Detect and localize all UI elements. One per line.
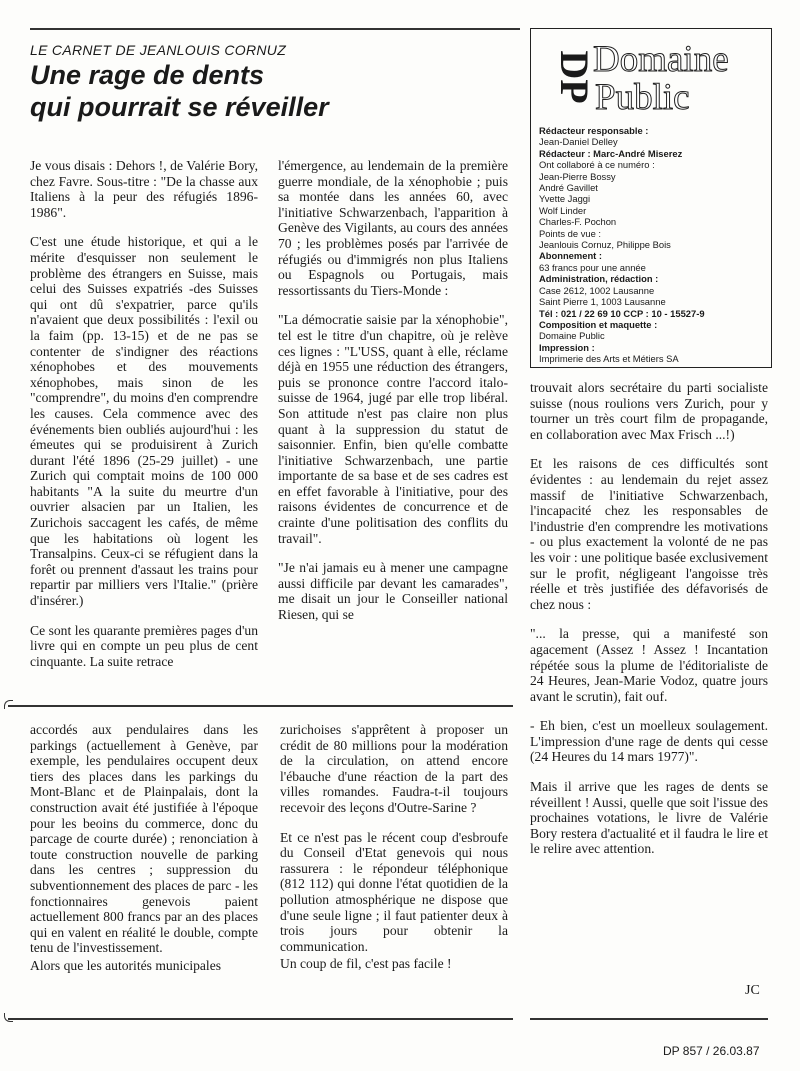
masthead-line: Ont collaboré à ce numéro : [539, 159, 655, 171]
masthead-line: Rédacteur responsable : [539, 125, 649, 136]
masthead-line: Saint Pierre 1, 1003 Lausanne [539, 296, 666, 308]
lower-article-column-2 [280, 722, 508, 986]
article-title-line-2: qui pourrait se réveiller [30, 92, 329, 122]
article-separator [8, 705, 513, 707]
logo-word-public: Public [595, 77, 690, 118]
top-rule [30, 28, 520, 30]
article-paragraph: Je vous disais : Dehors !, de Valérie Bory, chez Favre. Sous-titre : "De la chasse aux Italiens à la peur des réfugiés 1896-1986". [30, 158, 258, 220]
masthead-line: Abonnement : [539, 250, 603, 262]
bottom-rule-right [530, 1018, 768, 1020]
logo-word-domaine: Domaine [593, 39, 729, 80]
article-paragraph: Mais il arrive que les rages de dents se réveillent ! Aussi, quelle que soit l'issue des prochaines votations, le livre de Valérie Bory restera d'actualité et il faudra le lire et le relire avec attention. [530, 779, 768, 857]
article-paragraph: C'est une étude historique, et qui a le mérite d'esquisser non seulement le problème des étrangers en Suisse, mais celui des Suisses expatriés -des Suisses qui ont dû s'expatrier, parce qu'ils n'avaient que deux possibilités : l'exil ou la faim (pp. 13-15) et de ne pas se contenter de s'indigner des réactions xénophobes et des mouvements xénophobes, mais sinon de les "comprendre", du moins d'en comprendre les causes. Cela commence avec des événements bien oubliés aujourd'hui : les émeutes qui se produisirent à Zurich durant l'été 1896 (25-29 juillet) - une Zurich qui comptait moins de 100 000 habitants "A la suite du meurtre d'un ouvrier alsacien par un Italien, les Zurichois saccagent les cafés, de même que les habitations où logent les Transalpins. Ceux-ci se réfugient dans la forêt ou prennent d'assaut les trains pour repartir par milliers vers l'Italie." (prière d'insérer.) [30, 234, 258, 609]
article-paragraph: "La démocratie saisie par la xénophobie", tel est le titre d'un chapitre, où je relève ces lignes : "L'USS, quant à elle, réclame déjà en 1955 une réduction des étrangers, puis se prononce contre l'accord italo-suisse de 1964, jugé par elle trop libéral. Son attitude n'est pas claire non plus quant à la suppression du statut de saisonnier. Enfin, bien qu'elle combatte l'initiative Schwarzenbach, une partie importante de sa base et de ses cadres est en effet favorable à l'initiative, pour des raisons évidentes de concurrence et de crainte d'une politisation des conflits du travail". [278, 312, 508, 546]
article-paragraph: Et ce n'est pas le récent coup d'esbroufe du Conseil d'Etat genevois qui nous rassurera : le répondeur téléphonique (812 112) qui donne l'état quotidien de la pollution atmosphérique ne dispose que d'une seule ligne ; il faut patienter deux à trois jours pour obtenir la communication. [280, 829, 508, 954]
article-paragraph: "... la presse, qui a manifesté son agacement (Assez ! Assez ! Incantation répétée sous la plume de l'éditorialiste de 24 Heures, Jean-Marie Vodoz, quatre jours avant le scrutin), fait ouf. [530, 626, 768, 704]
masthead-line: Yvette Jaggi [539, 193, 591, 205]
article-paragraph: "Je n'ai jamais eu à mener une campagne aussi difficile par devant les camarades", me disait un jour le Conseiller national Riesen, qui se [278, 560, 508, 623]
masthead-line: Domaine Public [539, 330, 605, 342]
lower-article-column-1 [30, 722, 258, 988]
issue-number: DP 857 / 26.03.87 [663, 1044, 760, 1058]
article-kicker: LE CARNET DE JEANLOUIS CORNUZ [30, 42, 287, 58]
masthead-line: Imprimerie des Arts et Métiers SA [539, 353, 679, 365]
masthead-line: Charles-F. Pochon [539, 216, 617, 228]
separator-hook-bottom [4, 1013, 13, 1022]
masthead-line: Wolf Linder [539, 204, 587, 216]
masthead-line: André Gavillet [539, 182, 598, 194]
article-paragraph: zurichoises s'apprêtent à proposer un crédit de 80 millions pour la modération de la circulation, on attend encore l'ébauche d'une réaction de la part des villes romandes. Faudra-t-il toujours recevoir des leçons d'Outre-Sarine ? [280, 722, 508, 815]
author-signature: JC [745, 983, 760, 998]
masthead-line: Jean-Pierre Bossy [539, 170, 616, 182]
article-paragraph: Un coup de fil, c'est pas facile ! [280, 956, 452, 972]
masthead-line: Points de vue : [539, 227, 602, 239]
article-paragraph: Alors que les autorités municipales [30, 957, 222, 973]
publication-logo [537, 37, 765, 117]
bottom-rule-left [8, 1018, 513, 1020]
article-paragraph: l'émergence, au lendemain de la première guerre mondiale, de la xénophobie ; puis sa montée dans les années 60, avec l'initiative Schwarzenbach, l'apparition à Genève des Vigilants, au cours des années 70 ; les problèmes posés par l'arrivée de réfugiés ou d'immigrés non plus Italiens ou Espagnols ou Portugais, mais ressortissants du Tiers-Monde : [278, 158, 508, 298]
article-title-line-1: Une rage de dents [30, 60, 265, 90]
masthead-line: Rédacteur : Marc-André Miserez [539, 147, 683, 159]
article-paragraph: trouvait alors secrétaire du parti socialiste suisse (nous roulions vers Zurich, pour y tourner un très court film de propagande, en collaboration avec Max Frisch ...!) [530, 380, 768, 442]
logo-dp-monogram: DP [552, 50, 597, 104]
article-column-3 [530, 380, 768, 871]
masthead-line: Administration, rédaction : [539, 273, 659, 285]
masthead-line: Impression : [539, 341, 595, 353]
article-column-1 [30, 158, 258, 683]
article-paragraph: accordés aux pendulaires dans les parkings (actuellement à Genève, par exemple, les pendulaires occupent deux tiers des places dans les parkings du Mont-Blanc et de Plainpalais, dont la construction avait été justifiée à l'époque pour les beoins du commerce, donc du parcage de courte durée) ; renonciation à toute construction nouvelle de parking dans les centres ; suppression du subventionnement des places de parc - les fonctionnaires genevois paient actuellement 800 francs par an des places qui en valent en réalité le double, compte tenu de l'investissement. [30, 722, 258, 956]
article-paragraph: Ce sont les quarante premières pages d'un livre qui en compte un peu plus de cent cinquante. La suite retrace [30, 622, 258, 669]
article-paragraph: Et les raisons de ces difficultés sont évidentes : au lendemain du rejet assez massif de l'initiative Schwarzenbach, l'incapacité chez les responsables de l'industrie d'en comprendre les motivations - ou plus exactement la volonté de ne pas les voir : une politique basée exclusivement sur le profit, négligeant l'angoisse très réelle et très justifiée des défavorisés de chez nous : [530, 456, 768, 612]
masthead-line: Tél : 021 / 22 69 10 CCP : 10 - 15527-9 [539, 307, 705, 319]
masthead-line: Jeanlouis Cornuz, Philippe Bois [539, 239, 671, 251]
masthead-line: 63 francs pour une année [539, 261, 646, 273]
masthead-box [530, 28, 772, 368]
masthead-line: Composition et maquette : [539, 318, 658, 330]
masthead-credits [539, 125, 765, 365]
masthead-line: Jean-Daniel Delley [539, 136, 618, 148]
article-column-2 [278, 158, 508, 637]
separator-hook-top [4, 700, 13, 709]
article-paragraph: - Eh bien, c'est un moelleux soulagement. L'impression d'une rage de dents qui cesse (24 Heures du 14 mars 1977)". [530, 718, 768, 765]
masthead-line: Case 2612, 1002 Lausanne [539, 284, 655, 296]
